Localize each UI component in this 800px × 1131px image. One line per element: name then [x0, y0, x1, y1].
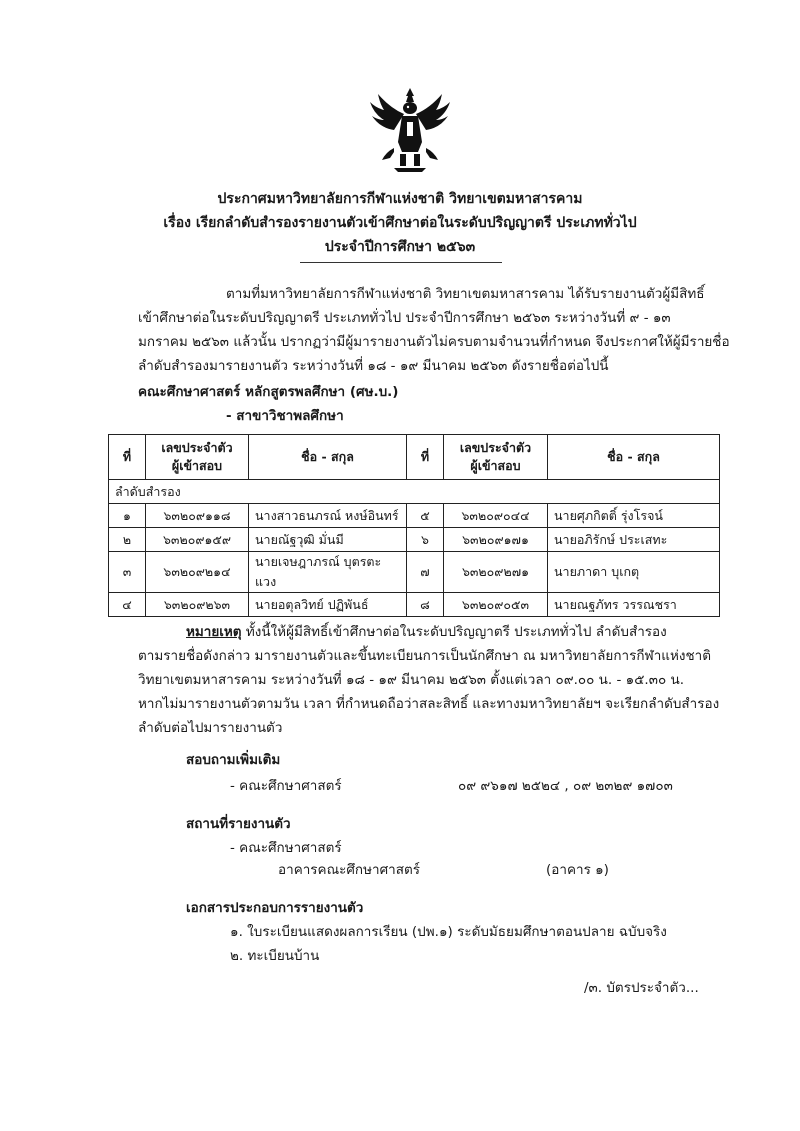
announcement-subject: เรื่อง เรียกลำดับสำรองรายงานตัวเข้าศึกษาต่อในระดับปริญญาตรี ประเภททั่วไป [163, 215, 637, 231]
cell-name: นายเจษฎาภรณ์ บุตรตะแวง [249, 552, 407, 593]
note-line-1 [186, 620, 726, 644]
note-label: หมายเหตุ [186, 624, 242, 640]
page-continuation: /๓. บัตรประจำตัว... [584, 980, 699, 996]
intro-line-4: ลำดับสำรองมารายงานตัว ระหว่างวันที่ ๑๘ - ๑๙ มีนาคม ๒๕๖๓ ดังรายชื่อต่อไปนี้ [138, 358, 609, 374]
header-divider [300, 262, 502, 263]
note-line-2: ตามรายชื่อดังกล่าว มารายงานตัวและขึ้นทะเบียนการเป็นนักศึกษา ณ มหาวิทยาลัยการกีฬาแห่งชาติ [138, 648, 712, 664]
cell-no: ๗ [407, 552, 444, 593]
inquiry-faculty: - คณะศึกษาศาสตร์ [230, 778, 342, 794]
table-row [109, 528, 720, 552]
garuda-emblem [364, 84, 456, 176]
col-no: ที่ [109, 435, 146, 480]
cell-exam-id: ๖๓๒๐๙๒๑๔ [146, 552, 249, 593]
cell-no: ๒ [109, 528, 146, 552]
announcement-title: ประกาศมหาวิทยาลัยการกีฬาแห่งชาติ วิทยาเขตมหาสารคาม [217, 191, 583, 207]
inquiry-heading: สอบถามเพิ่มเติม [186, 752, 281, 768]
note-text-1: ทั้งนี้ให้ผู้มีสิทธิ์เข้าศึกษาต่อในระดับปริญญาตรี ประเภททั่วไป ลำดับสำรอง [245, 624, 667, 640]
document-item-2: ๒. ทะเบียนบ้าน [230, 948, 320, 964]
col-no-2: ที่ [407, 435, 444, 480]
cell-exam-id: ๖๓๒๐๙๑๗๑ [444, 528, 548, 552]
cell-name: นายศุภกิตติ์ รุ่งโรจน์ [548, 504, 720, 528]
reserve-list-table [108, 434, 720, 617]
table-row [109, 593, 720, 617]
col-exam-id: เลขประจำตัว ผู้เข้าสอบ [146, 435, 249, 480]
location-building-no: (อาคาร ๑) [546, 862, 609, 878]
cell-no: ๖ [407, 528, 444, 552]
table-header-row [109, 435, 720, 480]
cell-exam-id: ๖๓๒๐๙๒๗๑ [444, 552, 548, 593]
cell-name: นายภาดา บุเกตุ [548, 552, 720, 593]
location-faculty: - คณะศึกษาศาสตร์ [230, 840, 342, 856]
table-row [109, 504, 720, 528]
inquiry-phones: ๐๙ ๙๖๑๗ ๒๕๒๔ , ๐๙ ๒๓๒๙ ๑๗๐๓ [458, 778, 673, 794]
cell-name: นายอตุลวิทย์ ปฏิพันธ์ [249, 593, 407, 617]
cell-no: ๘ [407, 593, 444, 617]
note-line-3: วิทยาเขตมหาสารคาม ระหว่างวันที่ ๑๘ - ๑๙ มีนาคม ๒๕๖๓ ตั้งแต่เวลา ๐๙.๐๐ น. - ๑๕.๓๐ น. [138, 672, 684, 688]
faculty-heading: คณะศึกษาศาสตร์ หลักสูตรพลศึกษา (ศษ.บ.) [138, 384, 399, 400]
document-item-1: ๑. ใบระเบียนแสดงผลการเรียน (ปพ.๑) ระดับมัธยมศึกษาตอนปลาย ฉบับจริง [230, 924, 667, 940]
cell-exam-id: ๖๓๒๐๙๐๔๔ [444, 504, 548, 528]
cell-no: ๓ [109, 552, 146, 593]
cell-no: ๑ [109, 504, 146, 528]
note-line-4: หากไม่มารายงานตัวตามวัน เวลา ที่กำหนดถือว่าสละสิทธิ์ และทางมหาวิทยาลัยฯ จะเรียกลำดับสำรอง [138, 696, 720, 712]
col-exam-id-2: เลขประจำตัว ผู้เข้าสอบ [444, 435, 548, 480]
cell-no: ๕ [407, 504, 444, 528]
cell-name: นางสาวธนภรณ์ หงษ์อินทร์ [249, 504, 407, 528]
table-row [109, 552, 720, 593]
academic-year: ประจำปีการศึกษา ๒๕๖๓ [324, 239, 476, 255]
location-heading: สถานที่รายงานตัว [186, 816, 291, 832]
col-name: ชื่อ - สกุล [249, 435, 407, 480]
note-line-5: ลำดับต่อไปมารายงานตัว [138, 720, 283, 736]
location-building: อาคารคณะศึกษาศาสตร์ [278, 862, 420, 878]
cell-exam-id: ๖๓๒๐๙๑๑๘ [146, 504, 249, 528]
cell-no: ๔ [109, 593, 146, 617]
cell-name: นายณัฐวุฒิ มั่นมี [249, 528, 407, 552]
documents-heading: เอกสารประกอบการรายงานตัว [186, 900, 364, 916]
major-heading: - สาขาวิชาพลศึกษา [226, 408, 344, 424]
group-label: ลำดับสำรอง [109, 480, 720, 504]
cell-name: นายณฐภัทร วรรณชรา [548, 593, 720, 617]
cell-exam-id: ๖๓๒๐๙๒๖๓ [146, 593, 249, 617]
intro-line-2: เข้าศึกษาต่อในระดับปริญญาตรี ประเภททั่วไป ประจำปีการศึกษา ๒๕๖๓ ระหว่างวันที่ ๙ - ๑๓ [138, 310, 671, 326]
cell-exam-id: ๖๓๒๐๙๑๕๙ [146, 528, 249, 552]
group-row [109, 480, 720, 504]
cell-name: นายอภิรักษ์ ประเสทะ [548, 528, 720, 552]
col-name-2: ชื่อ - สกุล [548, 435, 720, 480]
intro-line-1: ตามที่มหาวิทยาลัยการกีฬาแห่งชาติ วิทยาเขตมหาสารคาม ได้รับรายงานตัวผู้มีสิทธิ์ [226, 286, 705, 302]
intro-line-3: มกราคม ๒๕๖๓ แล้วนั้น ปรากฏว่ามีผู้มารายงานตัวไม่ครบตามจำนวนที่กำหนด จึงประกาศให้ผู้มีรายชื่อ [138, 334, 730, 350]
cell-exam-id: ๖๓๒๐๙๐๕๓ [444, 593, 548, 617]
